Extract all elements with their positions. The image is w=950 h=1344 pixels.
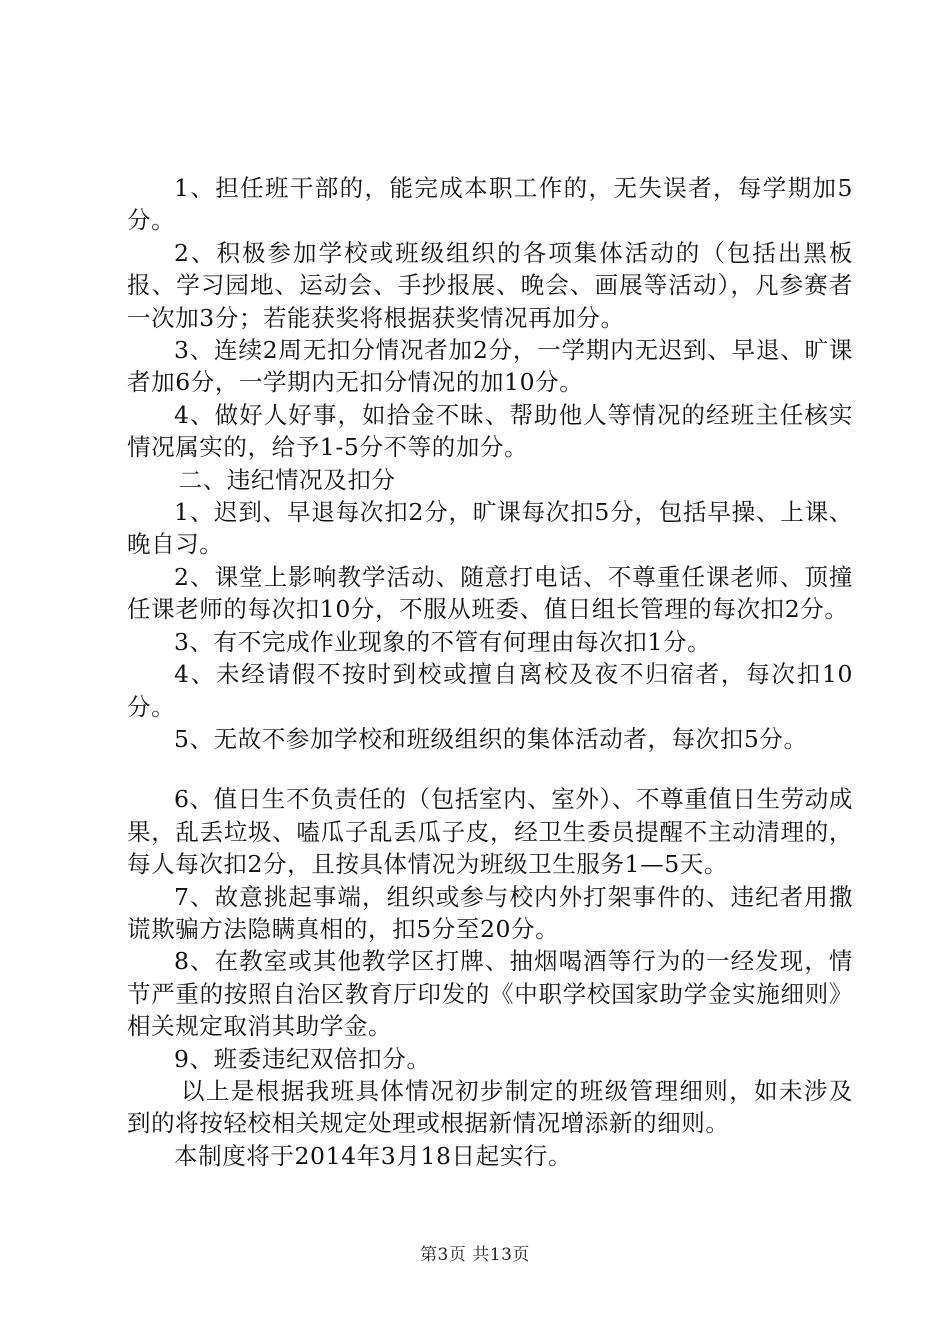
paragraph-deduct-7: 7、故意挑起事端，组织或参与校内外打架事件的、违纪者用撒谎欺骗方法隐瞒真相的，扣5分至20分。 — [127, 882, 853, 943]
paragraph-deduct-9: 9、班委违纪双倍扣分。 — [174, 1044, 431, 1073]
paragraph-bonus-1: 1、担任班干部的，能完成本职工作的，无失误者，每学期加5分。 — [127, 174, 853, 235]
paragraph-bonus-4: 4、做好人好事，如拾金不昧、帮助他人等情况的经班主任核实情况属实的，给予1-5分不等的加分。 — [127, 400, 853, 462]
paragraph-bonus-3: 3、连续2周无扣分情况者加2分，一学期内无迟到、早退、旷课者加6分，一学期内无扣分情况的加10分。 — [127, 336, 853, 397]
paragraph-deduct-8: 8、在教室或其他教学区打牌、抽烟喝酒等行为的一经发现，情节严重的按照自治区教育厅印发的《中职学校国家助学金实施细则》相关规定取消其助学金。 — [127, 947, 853, 1041]
paragraph-deduct-6: 6、值日生不负责任的（包括室内、室外）、不尊重值日生劳动成果，乱丢垃圾、嗑瓜子乱丢瓜子皮，经卫生委员提醒不主动清理的，每人每次扣2分，且按具体情况为班级卫生服务1—5天。 — [127, 785, 853, 879]
paragraph-deduct-5: 5、无故不参加学校和班级组织的集体活动者，每次扣5分。 — [174, 724, 808, 753]
paragraph-bonus-2: 2、积极参加学校或班级组织的各项集体活动的（包括出黑板报、学习园地、运动会、手抄报展、晚会、画展等活动），凡参赛者一次加3分；若能获奖将根据获奖情况再加分。 — [127, 238, 853, 332]
paragraph-effective-date: 本制度将于2014年3月18日起实行。 — [174, 1141, 573, 1170]
paragraph-deduct-1: 1、迟到、早退每次扣2分，旷课每次扣5分，包括早操、上课、晚自习。 — [127, 498, 853, 559]
section-heading-discipline: 二、违纪情况及扣分 — [178, 465, 396, 494]
paragraph-deduct-4: 4、未经请假不按时到校或擅自离校及夜不归宿者，每次扣10分。 — [127, 660, 853, 721]
document-body — [127, 172, 853, 1172]
paragraph-closing-note: 以上是根据我班具体情况初步制定的班级管理细则，如未涉及到的将按轻校相关规定处理或根据新情况增添新的细则。 — [127, 1076, 853, 1138]
paragraph-deduct-2: 2、课堂上影响教学活动、随意打电话、不尊重任课老师、顶撞任课老师的每次扣10分，不服从班委、值日组长管理的每次扣2分。 — [127, 562, 853, 624]
paragraph-deduct-3: 3、有不完成作业现象的不管有何理由每次扣1分。 — [174, 627, 712, 656]
page-number-footer: 第3页 共13页 — [420, 1245, 530, 1265]
